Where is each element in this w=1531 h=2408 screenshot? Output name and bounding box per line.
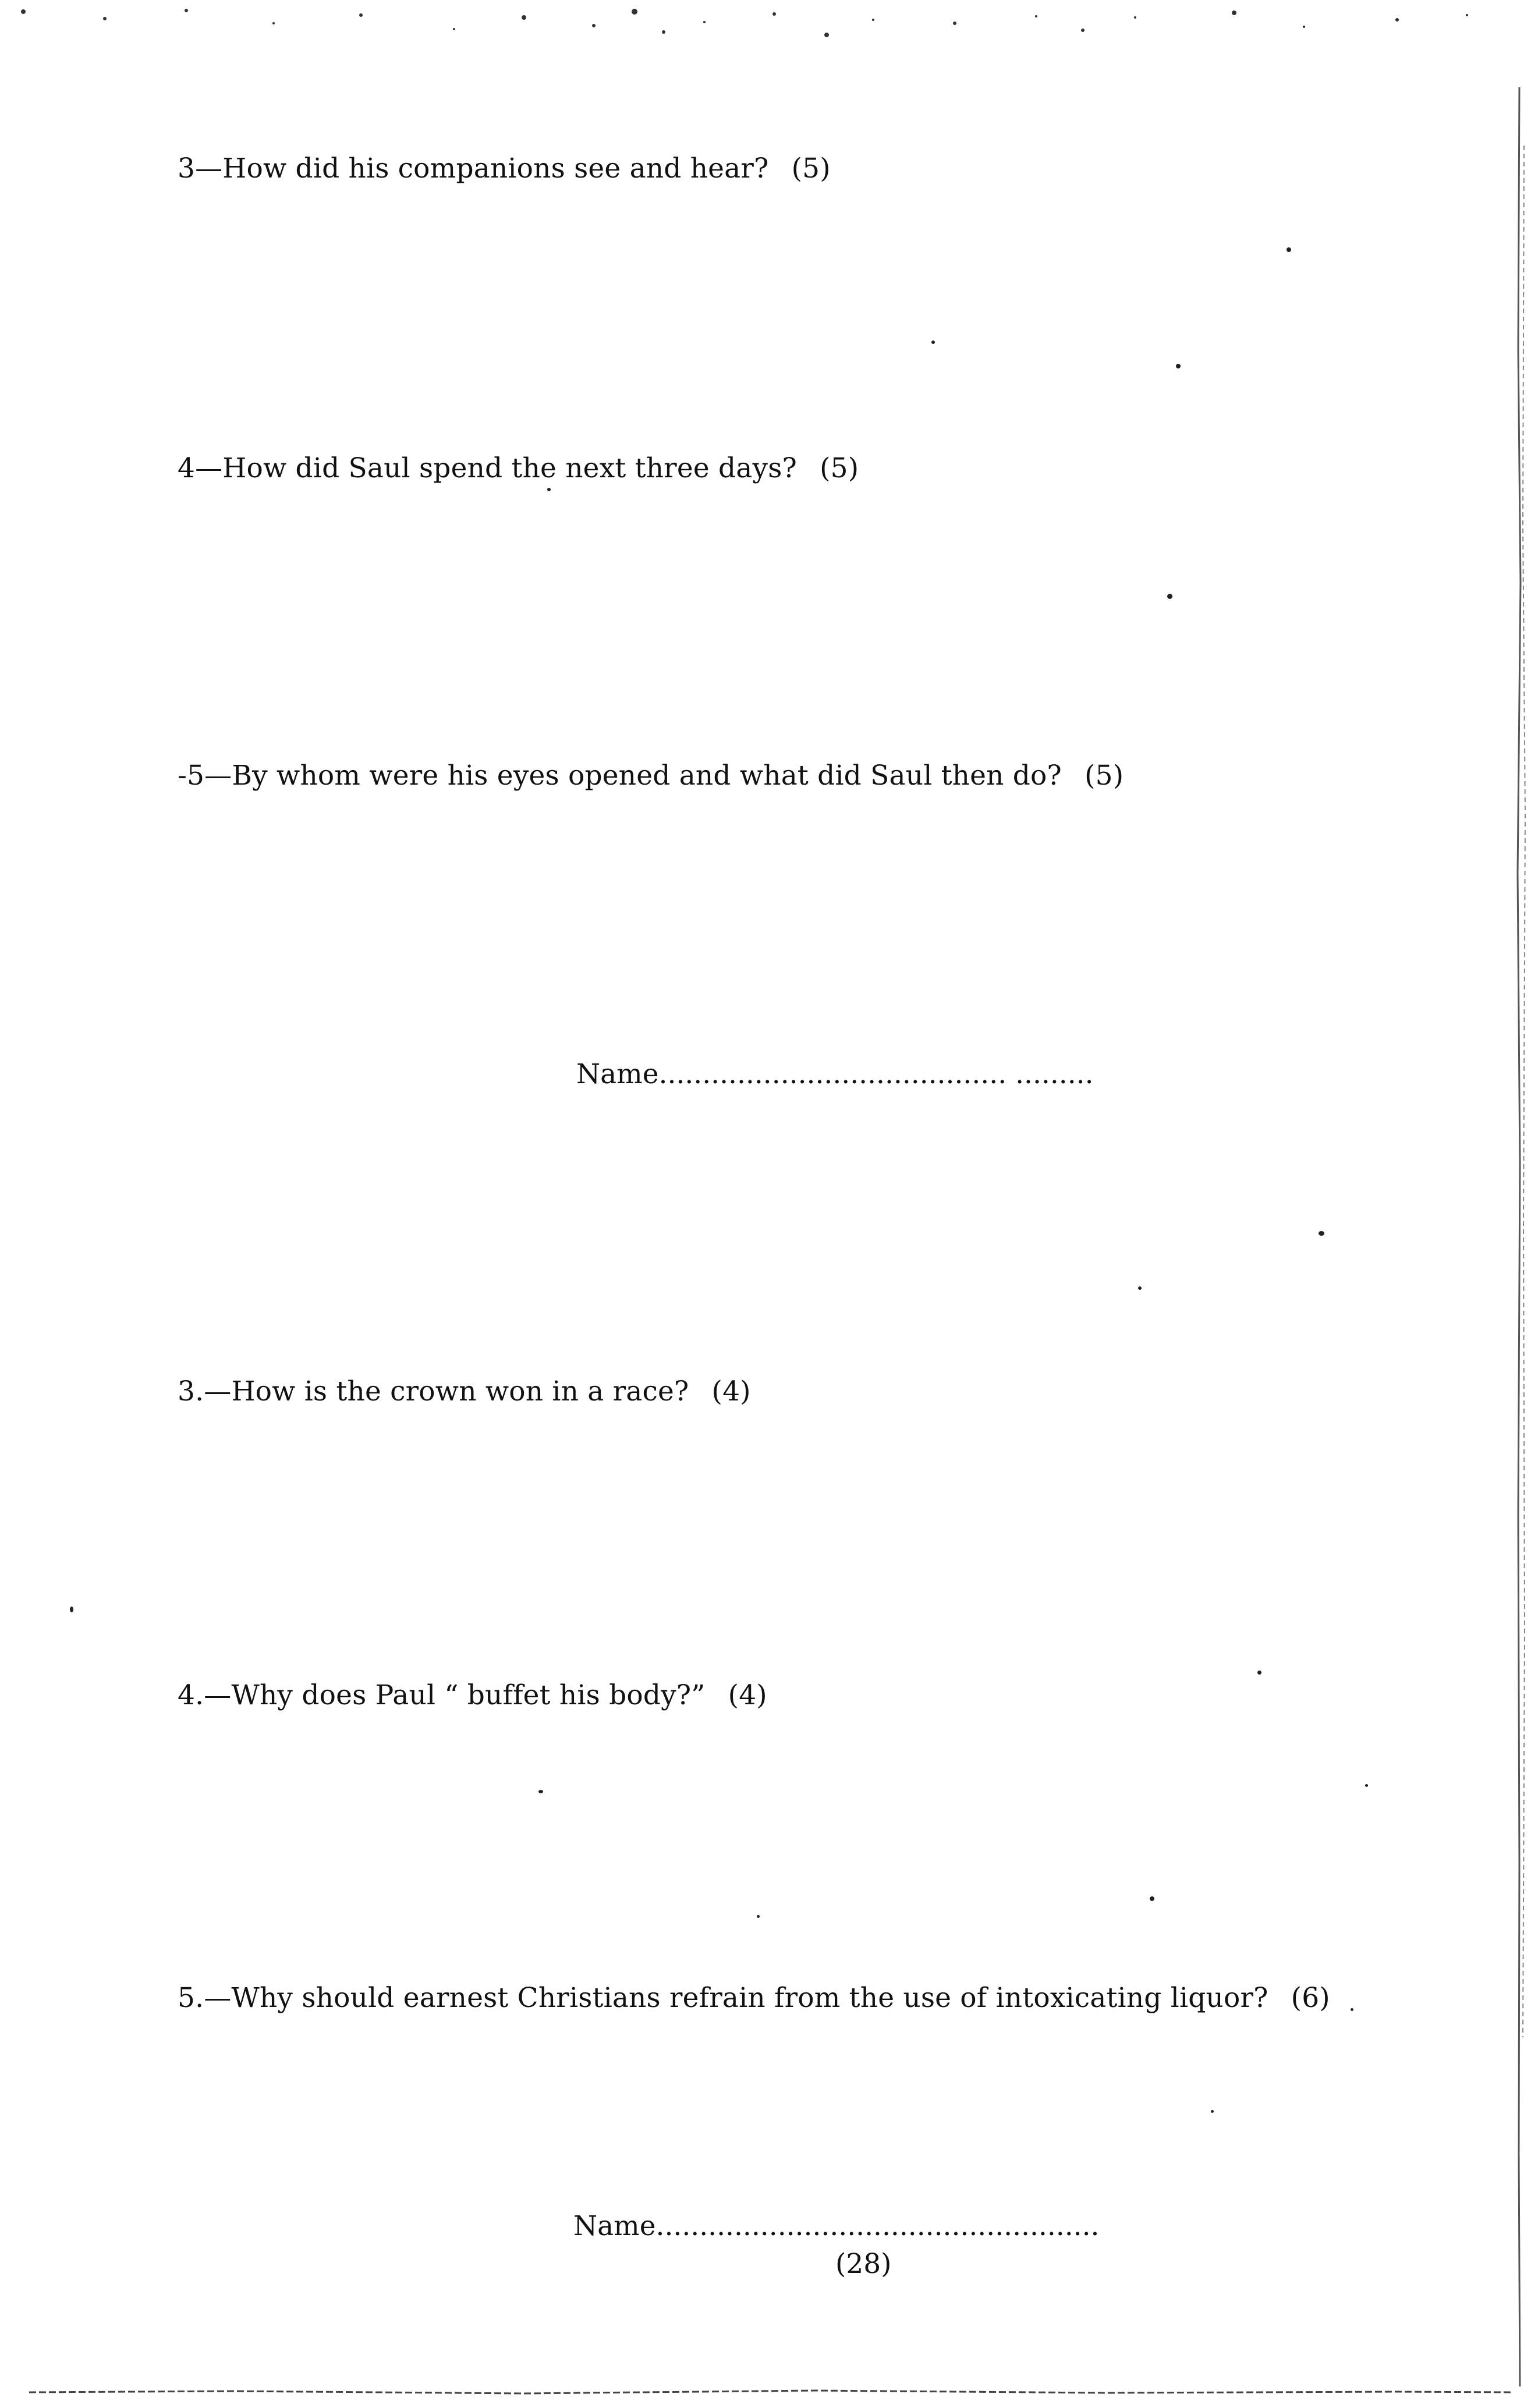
question-text: 3.—How is the crown won in a race?: [178, 1375, 689, 1407]
question-marks: (4): [728, 1679, 767, 1711]
question-marks: (5): [791, 153, 831, 185]
name-dots: ...................................................: [655, 2210, 1100, 2242]
scan-speck: [1138, 1286, 1142, 1290]
question-4-buffet-body: [178, 1679, 767, 1712]
scan-noise-top: [0, 0, 1531, 87]
scan-speck: [757, 1915, 760, 1918]
scan-speck: [1211, 2110, 1214, 2113]
name-label: Name: [573, 2210, 656, 2242]
question-5-intoxicating-liquor: [178, 1982, 1330, 2015]
scan-noise-right-edge: [1502, 0, 1531, 2408]
name-dots: ........................................ .........: [658, 1058, 1094, 1090]
question-text: 4.—Why does Paul “ buffet his body?”: [178, 1679, 706, 1711]
question-text: 5.—Why should earnest Christians refrain from the use of intoxicating liquor?: [178, 1982, 1268, 2014]
scan-speck: [1150, 1896, 1154, 1901]
name-label: Name: [576, 1058, 659, 1090]
question-marks: (4): [711, 1375, 751, 1407]
scan-speck: [931, 341, 935, 344]
scan-speck: [1351, 2008, 1353, 2011]
question-text: -5—By whom were his eyes opened and what did Saul then do?: [178, 760, 1062, 792]
scan-speck: [1257, 1671, 1261, 1675]
question-text: 3—How did his companions see and hear?: [178, 153, 769, 185]
scan-speck: [1319, 1231, 1324, 1236]
question-5-eyes-opened: [178, 760, 1124, 792]
question-marks: (6): [1291, 1982, 1330, 2014]
scan-speck: [1176, 364, 1181, 368]
question-3-companions: [178, 153, 831, 185]
question-4-three-days: [178, 452, 859, 485]
scan-speck: [1287, 247, 1291, 252]
scan-noise-bottom-edge: [0, 2375, 1531, 2408]
scan-speck: [547, 488, 551, 491]
scan-speck: [538, 1790, 543, 1793]
question-text: 4—How did Saul spend the next three days?: [178, 452, 797, 484]
question-3-crown-race: [178, 1375, 751, 1408]
scan-speck: [70, 1606, 73, 1612]
question-marks: (5): [1085, 760, 1124, 792]
scan-speck: [1167, 594, 1172, 599]
scan-speck: [1365, 1784, 1368, 1787]
name-field-1[interactable]: [576, 1058, 1094, 1091]
page-number: (28): [835, 2248, 892, 2280]
question-marks: (5): [820, 452, 859, 484]
name-field-2[interactable]: [573, 2210, 1099, 2243]
